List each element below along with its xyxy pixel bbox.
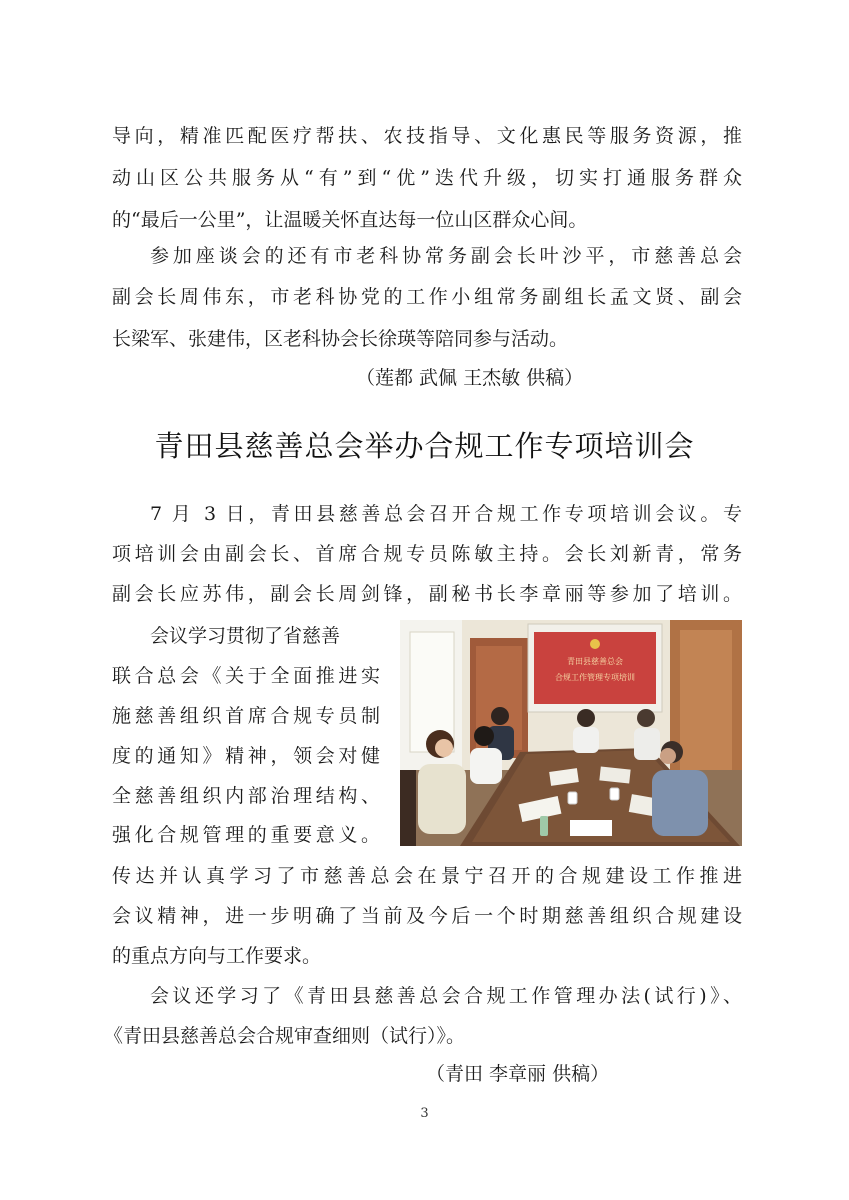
body-line: 会议精神，进一步明确了当前及今后一个时期慈善组织合规建设: [112, 905, 742, 927]
body-line: 动山区公共服务从“有”到“优”迭代升级，切实打通服务群众: [112, 167, 742, 189]
article2-credit: （青田 李章丽 供稿）: [426, 1063, 610, 1085]
body-line: 项培训会由副会长、首席合规专员陈敏主持。会长刘新青，常务: [112, 543, 742, 565]
page-number: 3: [420, 1106, 429, 1121]
body-line: 会议学习贯彻了省慈善: [150, 625, 341, 647]
body-line: 的重点方向与工作要求。: [112, 945, 322, 967]
body-line: 7 月 3 日，青田县慈善总会召开合规工作专项培训会议。专: [150, 503, 742, 525]
body-line: 的“最后一公里”，让温暖关怀直达每一位山区群众心间。: [112, 209, 588, 231]
body-line: 传达并认真学习了市慈善总会在景宁召开的合规建设工作推进: [112, 865, 742, 887]
screen-text: 青田县慈善总会: [567, 657, 623, 666]
body-line: 强化合规管理的重要意义。: [112, 824, 380, 846]
body-line: 会议还学习了《青田县慈善总会合规工作管理办法(试行)》、: [150, 985, 742, 1007]
body-line: 全慈善组织内部治理结构、: [112, 785, 380, 807]
body-line: 度的通知》精神，领会对健: [112, 745, 380, 767]
body-line: 长梁军、张建伟，区老科协会长徐瑛等陪同参与活动。: [112, 328, 569, 350]
emblem-icon: [590, 639, 600, 649]
screen-text: 合规工作管理专项培训: [555, 673, 635, 682]
body-line: 施慈善组织首席合规专员制: [112, 705, 380, 727]
body-line: 导向，精准匹配医疗帮扶、农技指导、文化惠民等服务资源，推: [112, 125, 742, 147]
body-line: 参加座谈会的还有市老科协常务副会长叶沙平，市慈善总会: [150, 245, 742, 267]
article-title: 青田县慈善总会举办合规工作专项培训会: [154, 429, 695, 463]
meeting-photo: [400, 620, 742, 846]
article1-credit: （莲都 武佩 王杰敏 供稿）: [356, 367, 584, 389]
body-line: 副会长周伟东，市老科协党的工作小组常务副组长孟文贤、副会: [112, 286, 742, 308]
body-line: 《青田县慈善总会合规审查细则（试行）》。: [104, 1025, 466, 1047]
body-line: 联合总会《关于全面推进实: [112, 665, 380, 687]
body-line: 副会长应苏伟，副会长周剑锋，副秘书长李章丽等参加了培训。: [112, 583, 742, 605]
